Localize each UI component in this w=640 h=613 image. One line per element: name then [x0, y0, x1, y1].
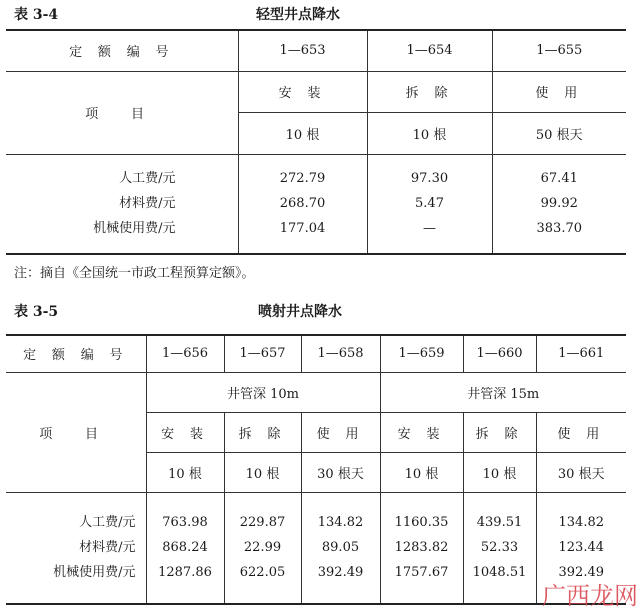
table1-cell: 5.47	[415, 196, 444, 212]
table2-cell: 123.44	[558, 540, 604, 556]
table2-cell: 1757.67	[394, 565, 449, 581]
table2-cell: 868.24	[162, 540, 208, 556]
table2-cell: 622.05	[239, 565, 286, 581]
table1-note: 注：摘自《全国统一市政工程预算定额》。	[14, 266, 255, 281]
table2-unit: 10 根	[380, 452, 463, 492]
table1-code: 1—654	[367, 30, 492, 71]
table1-action: 使 用	[492, 71, 626, 112]
table1-cell: 97.30	[410, 171, 449, 187]
table2-cell: 392.49	[317, 565, 364, 581]
table1-code-label: 定 额 编 号	[6, 30, 238, 71]
table2-item-label: 项 目	[6, 372, 146, 492]
table2-code-label: 定 额 编 号	[6, 335, 146, 372]
table2-action: 安 装	[380, 412, 463, 452]
table2-cell: 1160.35	[394, 515, 449, 531]
table2-group-header: 井管深 15m	[380, 372, 626, 412]
table2-unit: 30 根天	[536, 452, 626, 492]
table1-cell: 268.70	[279, 196, 326, 212]
table1-row-label: 机械使用费/元	[93, 221, 176, 237]
table1-unit: 10 根	[238, 112, 367, 154]
table1-row-label: 材料费/元	[119, 196, 176, 212]
table2-cell: 134.82	[317, 515, 364, 531]
table2-cell: 763.98	[162, 515, 208, 531]
table2-unit: 10 根	[146, 452, 224, 492]
table2-row-label: 机械使用费/元	[53, 565, 136, 581]
table2-cell: 229.87	[239, 515, 286, 531]
table2-number: 表 3-5	[14, 304, 59, 320]
table2-cell: 134.82	[558, 515, 604, 531]
table1-cell: 99.92	[540, 196, 578, 212]
table2-row-label: 材料费/元	[79, 540, 136, 556]
table2-cell: 89.05	[321, 540, 360, 556]
table2-action: 使 用	[301, 412, 380, 452]
table1-cell: 177.04	[279, 221, 326, 237]
table2-code: 1—659	[380, 335, 463, 372]
table1-action: 安 装	[238, 71, 367, 112]
table1-cell: 383.70	[536, 221, 582, 237]
table2-body	[6, 492, 626, 604]
table2-action: 拆 除	[224, 412, 301, 452]
table1-cell: —	[423, 221, 436, 237]
table1-unit: 10 根	[367, 112, 492, 154]
table2-code: 1—660	[463, 335, 536, 372]
table2-cell: 1283.82	[394, 540, 449, 556]
table2-unit: 10 根	[224, 452, 301, 492]
table2-cell: 439.51	[476, 515, 523, 531]
table1-item-label: 项 目	[6, 71, 238, 154]
table2-group-header: 井管深 10m	[146, 372, 380, 412]
table2-cell: 22.99	[243, 540, 282, 556]
table2-code: 1—656	[146, 335, 224, 372]
table2-row-label: 人工费/元	[79, 515, 136, 531]
table1-code: 1—653	[238, 30, 367, 71]
table2-action: 安 装	[146, 412, 224, 452]
table2-code: 1—658	[301, 335, 380, 372]
table1-title: 轻型井点降水	[256, 7, 340, 23]
table2-unit: 10 根	[463, 452, 536, 492]
table2-unit: 30 根天	[301, 452, 380, 492]
table1-row-label: 人工费/元	[119, 171, 176, 187]
table1-cell: 272.79	[279, 171, 326, 187]
table1-cell: 67.41	[540, 171, 578, 187]
table2-cell: 1048.51	[472, 565, 527, 581]
table2-code: 1—661	[536, 335, 626, 372]
table2-action: 拆 除	[463, 412, 536, 452]
table1	[6, 29, 626, 255]
table2-code: 1—657	[224, 335, 301, 372]
table1-code: 1—655	[492, 30, 626, 71]
watermark: 广西龙网	[542, 582, 638, 610]
table1-unit: 50 根天	[492, 112, 626, 154]
table1-action: 拆 除	[367, 71, 492, 112]
table2-cell: 392.49	[558, 565, 604, 581]
table2-action: 使 用	[536, 412, 626, 452]
table2-cell: 1287.86	[158, 565, 212, 581]
table2	[6, 334, 626, 605]
table2-cell: 52.33	[480, 540, 519, 556]
table1-number: 表 3-4	[14, 7, 59, 23]
table1-body	[6, 154, 626, 254]
table2-title: 喷射井点降水	[258, 304, 342, 320]
